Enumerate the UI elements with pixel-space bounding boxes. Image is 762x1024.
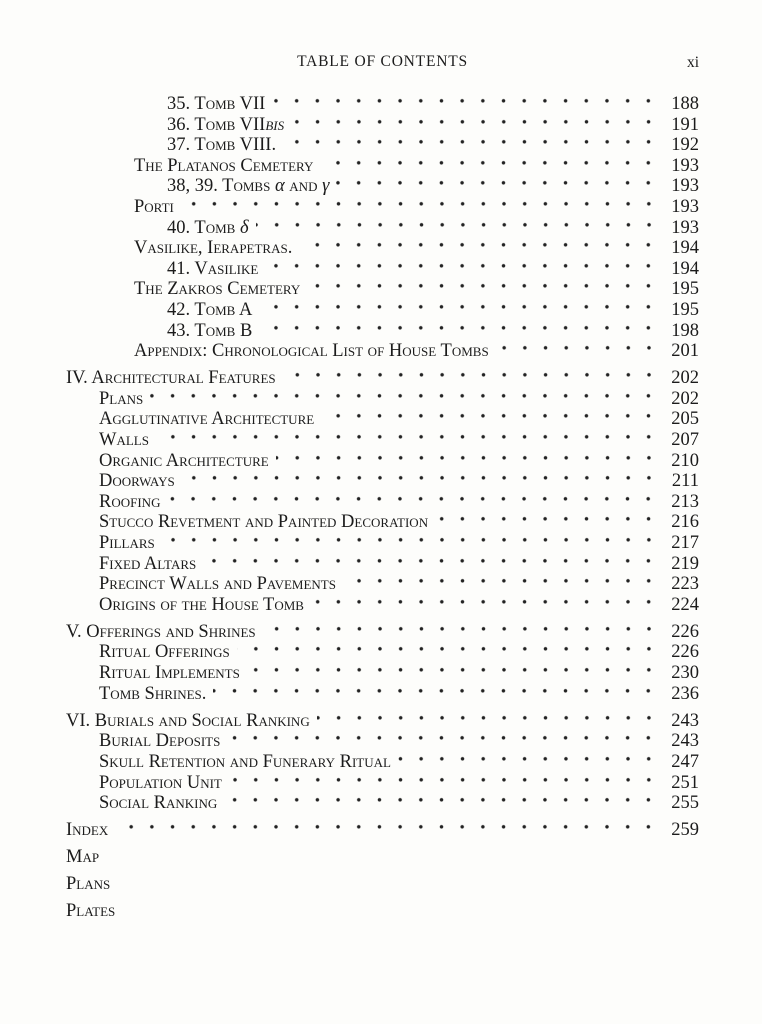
toc-entry-page: 191 (671, 114, 699, 135)
dot-leader (283, 368, 661, 389)
dot-leader (122, 901, 661, 922)
toc-entry-title: The Platanos Cemetery (134, 155, 314, 176)
toc-entry-page: 205 (671, 409, 699, 430)
toc-entry (66, 368, 699, 389)
toc-entry-page: 217 (671, 532, 699, 553)
toc-entry-page: 259 (671, 820, 699, 841)
dot-leader (115, 820, 661, 841)
toc-entry-title: 40. Tomb δ (167, 217, 249, 238)
dot-leader (229, 773, 661, 794)
toc-entry (167, 176, 699, 197)
dot-leader (181, 197, 661, 218)
toc-entry (99, 389, 699, 410)
toc-entry (99, 731, 699, 752)
toc-entry-page: 207 (671, 430, 699, 450)
toc-entry-title: 41. Vasilike (167, 258, 259, 279)
dot-leader (291, 115, 661, 136)
toc-entry (134, 279, 699, 300)
toc-entry (99, 793, 699, 814)
dot-leader (237, 642, 661, 663)
toc-entry-page: 210 (671, 450, 699, 471)
toc-entry-page: 223 (671, 574, 699, 595)
dot-leader (398, 752, 661, 773)
toc-entry-title: Doorways (99, 471, 175, 492)
toc-entry (99, 663, 699, 684)
dot-leader (259, 300, 661, 321)
dot-leader (259, 321, 661, 342)
toc-entry-title: 35. Tomb VII (167, 94, 266, 114)
toc-entry (99, 554, 699, 575)
toc-entry-title: Skull Retention and Funerary Ritual (99, 751, 391, 772)
toc-entry-page: 202 (671, 368, 699, 389)
toc-entry (99, 533, 699, 554)
dot-leader (213, 684, 661, 705)
toc-entry-title: 38, 39. Tombs α and γ (167, 176, 330, 197)
toc-entry-page: 193 (671, 176, 699, 197)
toc-entry (66, 847, 699, 868)
toc-entry (167, 135, 699, 156)
toc-entry-title: 37. Tomb VIII. (167, 135, 277, 156)
toc-entry-page: 194 (671, 238, 699, 259)
toc-entry (99, 595, 699, 616)
toc-entry (66, 622, 699, 643)
toc-entry (99, 642, 699, 663)
toc-entry-title: Agglutinative Architecture (99, 409, 315, 430)
toc-entry-page: 243 (671, 731, 699, 752)
dot-leader (247, 663, 661, 684)
toc-entry-page: 213 (671, 491, 699, 512)
toc-entry (167, 94, 699, 115)
dot-leader (276, 451, 661, 472)
dot-leader (227, 731, 661, 752)
toc-entry (66, 874, 699, 895)
dot-leader (496, 341, 661, 362)
dot-leader (307, 279, 661, 300)
dot-leader (224, 793, 661, 814)
toc-entry (134, 238, 699, 259)
toc-entry (99, 471, 699, 492)
dot-leader (256, 218, 661, 239)
dot-leader (299, 238, 661, 259)
toc-entry-title: Porti (134, 196, 174, 217)
toc-entry-page: 247 (671, 751, 699, 772)
toc-entry-page: 255 (671, 793, 699, 814)
toc-entry-title: Social Ranking (99, 793, 218, 814)
toc-entry-page: 193 (671, 196, 699, 217)
dot-leader (320, 156, 661, 177)
dot-leader (336, 176, 661, 197)
toc-entry-title: Plans (66, 874, 111, 895)
toc-entry (134, 197, 699, 218)
toc-entry-title: Tomb Shrines. (99, 683, 207, 704)
dot-leader (321, 409, 661, 430)
toc-entry (167, 259, 699, 280)
toc-entry-title: Fixed Altars (99, 553, 197, 574)
toc-entry (99, 752, 699, 773)
toc-entry (167, 300, 699, 321)
dot-leader (203, 554, 661, 575)
toc-entry-title: 43. Tomb B (167, 320, 253, 341)
dot-leader (435, 512, 661, 533)
toc-entry-title: Appendix: Chronological List of House Tombs (134, 341, 489, 362)
dot-leader (150, 389, 661, 410)
dot-leader (311, 595, 661, 616)
toc-entry (99, 430, 699, 451)
toc-entry-page: 236 (671, 683, 699, 704)
toc-entry (99, 451, 699, 472)
toc-entry-title: Ritual Offerings (99, 642, 230, 663)
dot-leader (272, 94, 661, 115)
toc-entry (99, 512, 699, 533)
toc-entry-title: Walls (99, 430, 149, 450)
toc-entry (99, 492, 699, 513)
toc-entry (134, 156, 699, 177)
dot-leader (167, 492, 661, 513)
toc-entry-page: 226 (671, 621, 699, 642)
toc-entry (99, 684, 699, 705)
toc-entry-title: Plans (99, 388, 144, 409)
toc-entry (134, 341, 699, 362)
toc-entry-title: Map (66, 847, 100, 868)
toc-entry (99, 773, 699, 794)
dot-leader (263, 622, 661, 643)
toc-entry-title: Ritual Implements (99, 663, 240, 684)
toc-entry-title: Roofing (99, 491, 161, 512)
toc-list (66, 94, 699, 922)
toc-entry-page: 251 (671, 772, 699, 793)
toc-entry-page: 219 (671, 553, 699, 574)
toc-entry (66, 901, 699, 922)
toc-entry-title: Pillars (99, 532, 155, 553)
dot-leader (182, 471, 661, 492)
toc-entry-page: 194 (671, 258, 699, 279)
toc-entry (66, 711, 699, 732)
dot-leader (283, 135, 661, 156)
toc-entry-page: 193 (671, 217, 699, 238)
toc-entry-title: 36. Tomb VIIbis (167, 114, 285, 135)
toc-entry-title: The Zakros Cemetery (134, 279, 301, 300)
toc-entry-page: 230 (671, 663, 699, 684)
toc-entry-page: 226 (671, 642, 699, 663)
dot-leader (265, 259, 661, 280)
toc-entry-page: 193 (671, 155, 699, 176)
folio-page-number: xi (686, 54, 699, 71)
toc-entry (66, 820, 699, 841)
toc-entry-title: Precinct Walls and Pavements (99, 574, 336, 595)
dot-leader (117, 874, 661, 895)
dot-leader (343, 574, 661, 595)
toc-entry-page: 198 (671, 320, 699, 341)
toc-entry-title: Index (66, 820, 109, 841)
dot-leader (106, 847, 661, 868)
toc-entry-title: Stucco Revetment and Painted Decoration (99, 512, 429, 533)
dot-leader (156, 430, 661, 451)
toc-entry-title: Vasilike, Ierapetras. (134, 238, 293, 259)
toc-entry-title: IV. Architectural Features (66, 368, 276, 389)
dot-leader (162, 533, 661, 554)
toc-entry-page: 195 (671, 299, 699, 320)
toc-entry-page: 201 (671, 341, 699, 362)
toc-entry (99, 574, 699, 595)
toc-entry-title: Origins of the House Tomb (99, 594, 304, 615)
toc-entry (99, 409, 699, 430)
toc-entry-title: Burial Deposits (99, 731, 221, 752)
toc-entry-page: 243 (671, 710, 699, 731)
toc-entry-page: 216 (671, 512, 699, 533)
page-header (66, 53, 699, 73)
toc-entry-page: 224 (671, 594, 699, 615)
toc-entry-page: 192 (671, 135, 699, 156)
toc-entry (167, 218, 699, 239)
toc-entry-title: Plates (66, 901, 116, 922)
toc-entry-title: VI. Burials and Social Ranking (66, 710, 310, 731)
toc-entry (167, 321, 699, 342)
toc-entry-page: 211 (671, 471, 699, 492)
page-title: TABLE OF CONTENTS (297, 53, 468, 70)
dot-leader (317, 711, 661, 732)
toc-entry-page: 202 (671, 388, 699, 409)
toc-entry (167, 115, 699, 136)
toc-entry-title: 42. Tomb A (167, 299, 253, 320)
toc-entry-page: 188 (671, 94, 699, 114)
toc-entry-page: 195 (671, 279, 699, 300)
toc-entry-title: V. Offerings and Shrines (66, 621, 256, 642)
toc-entry-title: Population Unit (99, 772, 222, 793)
toc-entry-title: Organic Architecture (99, 450, 269, 471)
